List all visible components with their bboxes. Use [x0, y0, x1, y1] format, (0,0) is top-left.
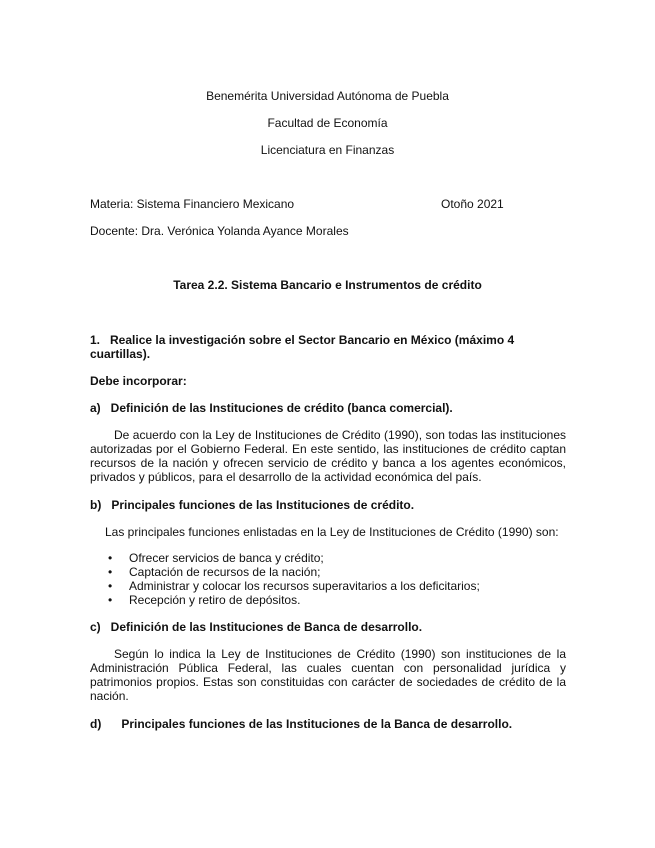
section-c-paragraph: Según lo indica la Ley de Instituciones de Crédito (1990) son instituciones de la Administración Pública Federal, las cuales cuentan con personalidad jurídica y patrimonios propios. Estas son constituidas con carácter de sociedades de crédito de la nación.	[90, 647, 566, 703]
section-c-heading: c) Definición de las Instituciones de Banca de desarrollo.	[90, 620, 423, 634]
section-d-heading: d) Principales funciones de las Instituciones de la Banca de desarrollo.	[90, 717, 513, 731]
must-include-label: Debe incorporar:	[90, 374, 187, 388]
faculty-name: Facultad de Economía	[267, 116, 388, 130]
section-b-list	[90, 551, 566, 607]
teacher-line: Docente: Dra. Verónica Yolanda Ayance Morales	[90, 224, 349, 238]
term-label: Otoño 2021	[441, 197, 504, 211]
list-item-text: Administrar y colocar los recursos superavitarios a los deficitarios;	[129, 579, 480, 593]
bullet-icon: •	[108, 579, 113, 593]
section-a-heading: a) Definición de las Instituciones de crédito (banca comercial).	[90, 401, 453, 415]
list-item-text: Recepción y retiro de depósitos.	[129, 593, 301, 607]
list-item	[90, 565, 566, 579]
list-item-text: Ofrecer servicios de banca y crédito;	[129, 551, 324, 565]
list-item	[90, 579, 566, 593]
bullet-icon: •	[108, 551, 113, 565]
bullet-icon: •	[108, 565, 113, 579]
bullet-icon: •	[108, 593, 113, 607]
program-name: Licenciatura en Finanzas	[260, 143, 395, 157]
section-b-intro: Las principales funciones enlistadas en la Ley de Instituciones de Crédito (1990) son:	[105, 525, 559, 539]
list-item	[90, 593, 566, 607]
question-line-1: 1. Realice la investigación sobre el Sector Bancario en México (máximo 4	[90, 333, 515, 347]
section-b-heading: b) Principales funciones de las Instituciones de crédito.	[90, 498, 415, 512]
question-line-2: cuartillas).	[90, 347, 151, 361]
section-a-paragraph: De acuerdo con la Ley de Instituciones de Crédito (1990), son todas las instituciones autorizadas por el Gobierno Federal. En este sentido, las instituciones de crédito captan recursos de la nación y ofrecen servicio de crédito y banca a los agentes económicos, privados y públicos, para el desarrollo de la actividad económica del país.	[90, 428, 566, 484]
subject-line: Materia: Sistema Financiero Mexicano	[90, 197, 295, 211]
assignment-title: Tarea 2.2. Sistema Bancario e Instrumentos de crédito	[173, 278, 482, 292]
list-item	[90, 551, 566, 565]
list-item-text: Captación de recursos de la nación;	[129, 565, 321, 579]
university-name: Benemérita Universidad Autónoma de Puebla	[206, 89, 449, 103]
